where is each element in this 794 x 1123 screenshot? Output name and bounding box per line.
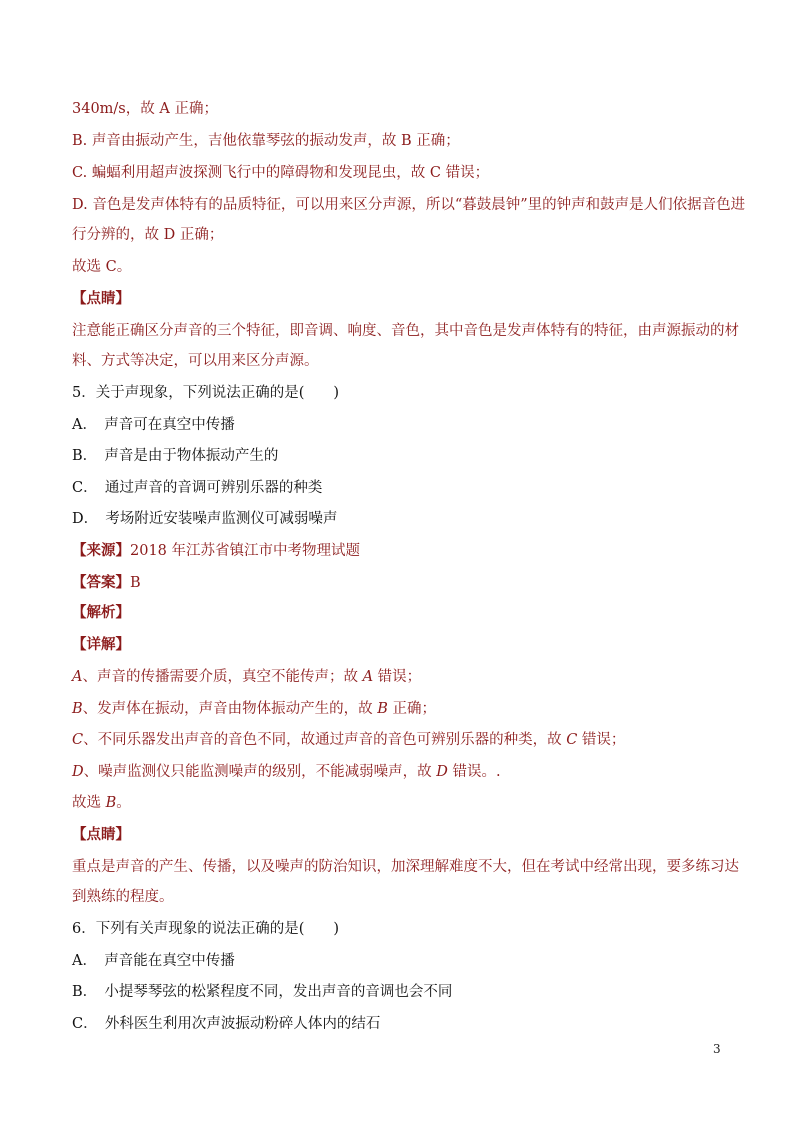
detail-letter: C xyxy=(72,732,84,748)
prev-tip-line2: 料、方式等决定，可以用来区分声源。 xyxy=(72,353,319,369)
detail-letter: D xyxy=(72,764,84,780)
conclusion-tail: 。 xyxy=(116,795,131,811)
q5-analysis-label: 【解析】 xyxy=(72,604,130,621)
q5-source-text: 2018 年江苏省镇江市中考物理试题 xyxy=(130,543,361,559)
q5-tip-line1: 重点是声音的产生、传播，以及噪声的防治知识，加深理解难度不大，但在考试中经常出现，要多练习达 xyxy=(72,859,739,875)
prev-tip-label: 【点睛】 xyxy=(72,290,130,307)
q6-stem: 6．下列有关声现象的说法正确的是( ) xyxy=(72,921,340,937)
detail-letter: B xyxy=(377,701,388,717)
q5-source-label: 【来源】 xyxy=(72,542,130,559)
conclusion-text: 故选 xyxy=(72,795,106,811)
detail-letter: A xyxy=(362,669,374,685)
q5-detail-b xyxy=(72,699,732,719)
q5-source xyxy=(72,541,732,561)
prev-answer-c: C. 蝙蝠利用超声波探测飞行中的障碍物和发现昆虫，故 C 错误； xyxy=(72,165,490,181)
detail-letter: A xyxy=(72,669,83,685)
detail-tail: 错误； xyxy=(577,732,626,748)
detail-text: 、声音的传播需要介质，真空不能传声；故 xyxy=(82,669,363,685)
q5-tip-line2: 到熟练的程度。 xyxy=(72,889,174,905)
prev-answer-b: B. 声音由振动产生，吉他依靠琴弦的振动发声，故 B 正确； xyxy=(72,133,460,149)
prev-answer-d-line2: 行分辨的，故 D 正确； xyxy=(72,227,224,243)
conclusion-letter: B xyxy=(105,795,117,811)
detail-tail: 错误； xyxy=(373,669,422,685)
detail-text: 、不同乐器发出声音的音色不同，故通过声音的音色可辨别乐器的种类，故 xyxy=(83,732,567,748)
q5-stem: 5．关于声现象，下列说法正确的是( ) xyxy=(72,385,340,401)
prev-tip-line1: 注意能正确区分声音的三个特征，即音调、响度、音色，其中音色是发声体特有的特征，由声源振动的材 xyxy=(72,323,739,339)
detail-letter: C xyxy=(566,732,578,748)
q6-option-c: C． 外科医生利用次声波振动粉碎人体内的结石 xyxy=(72,1016,381,1032)
q5-detail-label: 【详解】 xyxy=(72,636,130,653)
prev-answer-d-line1: D. 音色是发声体特有的品质特征，可以用来区分声源，所以“暮鼓晨钟”里的钟声和鼓声是人们依据音色进 xyxy=(72,197,746,213)
q5-option-c: C． 通过声音的音调可辨别乐器的种类 xyxy=(72,480,323,496)
q5-option-a: A． 声音可在真空中传播 xyxy=(72,417,235,433)
q5-detail-c xyxy=(72,730,732,750)
detail-tail: 错误。. xyxy=(447,764,501,780)
q6-option-a: A． 声音能在真空中传播 xyxy=(72,953,235,969)
q5-answer-value: B xyxy=(130,575,141,591)
q5-answer xyxy=(72,573,732,593)
detail-letter: B xyxy=(72,701,83,717)
q5-tip-label: 【点睛】 xyxy=(72,826,130,843)
detail-text: 、发声体在振动，声音由物体振动产生的，故 xyxy=(82,701,378,717)
q5-option-b: B． 声音是由于物体振动产生的 xyxy=(72,448,279,464)
q5-conclusion xyxy=(72,793,732,813)
detail-text: 、噪声监测仪只能监测噪声的级别，不能减弱噪声，故 xyxy=(83,764,437,780)
q5-detail-d xyxy=(72,762,732,782)
q5-detail-a xyxy=(72,667,732,687)
q6-option-b: B． 小提琴琴弦的松紧程度不同，发出声音的音调也会不同 xyxy=(72,984,453,1000)
page-number: 3 xyxy=(713,1042,721,1056)
detail-letter: D xyxy=(436,764,448,780)
prev-answer-a-tail: 340m/s，故 A 正确； xyxy=(72,101,218,117)
q5-answer-label: 【答案】 xyxy=(72,574,130,591)
q5-option-d: D． 考场附近安装噪声监测仪可减弱噪声 xyxy=(72,511,338,527)
prev-conclusion: 故选 C。 xyxy=(72,259,132,275)
detail-tail: 正确； xyxy=(387,701,437,717)
